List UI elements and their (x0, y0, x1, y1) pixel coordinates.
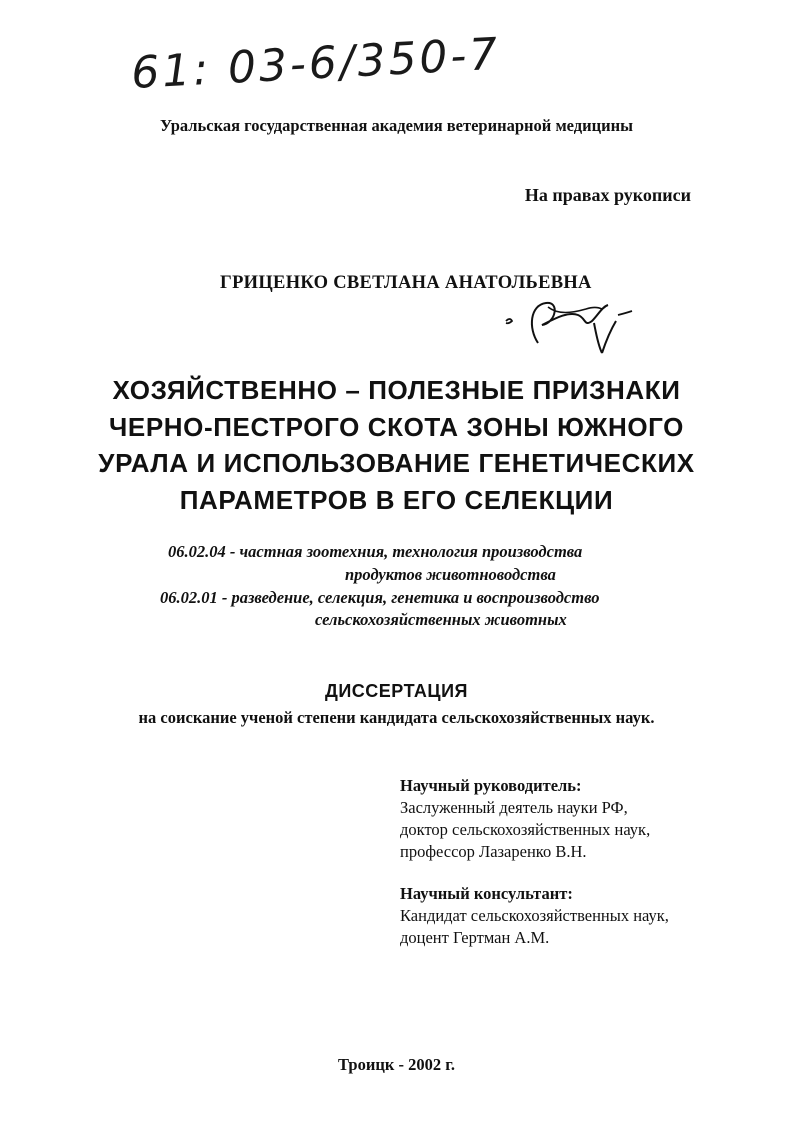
specialty-2-line-1: 06.02.01 - разведение, селекция, генетика и воспроизводство (160, 588, 600, 607)
title-line-4: ПАРАМЕТРОВ В ЕГО СЕЛЕКЦИИ (179, 484, 614, 515)
place-and-year: Троицк - 2002 г. (338, 1055, 455, 1074)
specialty-1-line-2: продуктов животноводства (345, 565, 556, 584)
supervisor-line-3: профессор Лазаренко В.Н. (400, 842, 587, 861)
specialty-2-line-2: сельскохозяйственных животных (315, 610, 567, 629)
author-signature (498, 293, 648, 363)
dissertation-title (60, 372, 733, 518)
title-line-3: УРАЛА И ИСПОЛЬЗОВАНИЕ ГЕНЕТИЧЕСКИХ (98, 448, 695, 478)
specialty-1-line-1: 06.02.04 - частная зоотехния, технология производства (168, 542, 583, 561)
supervisor-line-1: Заслуженный деятель науки РФ, (400, 798, 628, 817)
consultant-line-2: доцент Гертман А.М. (400, 928, 550, 947)
consultant-block (400, 883, 669, 949)
title-line-1: ХОЗЯЙСТВЕННО – ПОЛЕЗНЫЕ ПРИЗНАКИ (112, 375, 681, 405)
consultant-heading: Научный консультант: (400, 884, 573, 903)
author-name: ГРИЦЕНКО СВЕТЛАНА АНАТОЛЬЕВНА (220, 273, 592, 293)
title-line-2: ЧЕРНО-ПЕСТРОГО СКОТА ЗОНЫ ЮЖНОГО (109, 411, 684, 442)
degree-statement: на соискание ученой степени кандидата сельскохозяйственных наук. (138, 708, 655, 727)
document-type: ДИССЕРТАЦИЯ (325, 681, 468, 701)
supervisor-line-2: доктор сельскохозяйственных наук, (400, 820, 651, 839)
consultant-line-1: Кандидат сельскохозяйственных наук, (400, 906, 669, 925)
handwritten-catalog-number: 61: 03-6/350-7 (130, 28, 502, 99)
supervisor-heading: Научный руководитель: (400, 776, 582, 795)
supervisor-block (400, 775, 650, 863)
rights-note: На правах рукописи (524, 185, 691, 205)
institution-name: Уральская государственная академия ветеринарной медицины (159, 116, 634, 135)
